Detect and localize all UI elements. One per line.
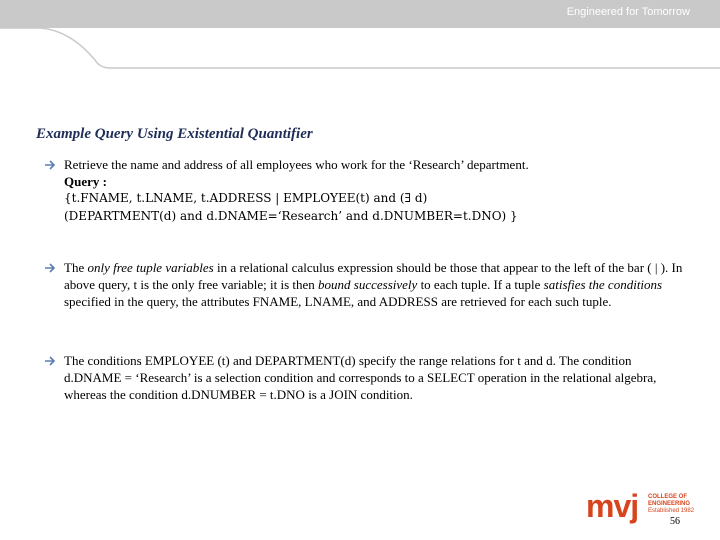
- bullet-3: [44, 352, 684, 404]
- bullet-2: [44, 259, 684, 311]
- text-run: The: [64, 260, 88, 275]
- bullet-1: [44, 156, 684, 225]
- logo-mvj: mvj: [586, 488, 639, 524]
- header-tagline: Engineered for Tomorrow: [566, 6, 690, 18]
- slide-title: Example Query Using Existential Quantifier: [36, 126, 313, 142]
- bullet-2-text: [64, 259, 684, 311]
- italic-run: satisfies the conditions: [543, 277, 663, 293]
- bullet-arrow-icon: [44, 159, 58, 171]
- page-number: 56: [670, 516, 680, 527]
- text-run: in a relational calculus expression should be those that appear to the left of the bar ( | ). In above query, t is the only free variable; it is then: [64, 260, 683, 293]
- italic-run: bound successively: [318, 277, 418, 293]
- text-run: specified in the query, the attributes FNAME, LNAME, and ADDRESS are retrieved for each such tuple.: [64, 294, 612, 310]
- bullet-3-text: The conditions EMPLOYEE (t) and DEPARTMENT(d) specify the range relations for t and d. The condition d.DNAME = ‘Research’ is a selection condition and corresponds to a SELECT operation in the relational algebra, whereas the condition d.DNUMBER = t.DNO is a JOIN condition.: [64, 353, 657, 403]
- logo-line-1: COLLEGE OF: [648, 494, 687, 500]
- logo-line-2: ENGINEERING: [648, 501, 691, 507]
- query-line-1: {t.FNAME, t.LNAME, t.ADDRESS | EMPLOYEE(t) and (∃ d): [64, 191, 428, 206]
- bullet-arrow-icon: [44, 262, 58, 274]
- logo-college-text: [648, 494, 698, 515]
- bullet-1-text: Retrieve the name and address of all employees who work for the ‘Research’ department.: [64, 157, 529, 172]
- query-expression: [64, 190, 684, 224]
- query-line-2: (DEPARTMENT(d) and d.DNAME=‘Research’ and d.DNUMBER=t.DNO) }: [64, 208, 518, 223]
- text-run: to each tuple. If a tuple: [417, 277, 544, 293]
- italic-run: only free tuple variables: [87, 260, 214, 275]
- query-label: Query :: [64, 174, 107, 190]
- logo-line-3: Established 1982: [648, 508, 695, 514]
- bullet-arrow-icon: [44, 355, 58, 367]
